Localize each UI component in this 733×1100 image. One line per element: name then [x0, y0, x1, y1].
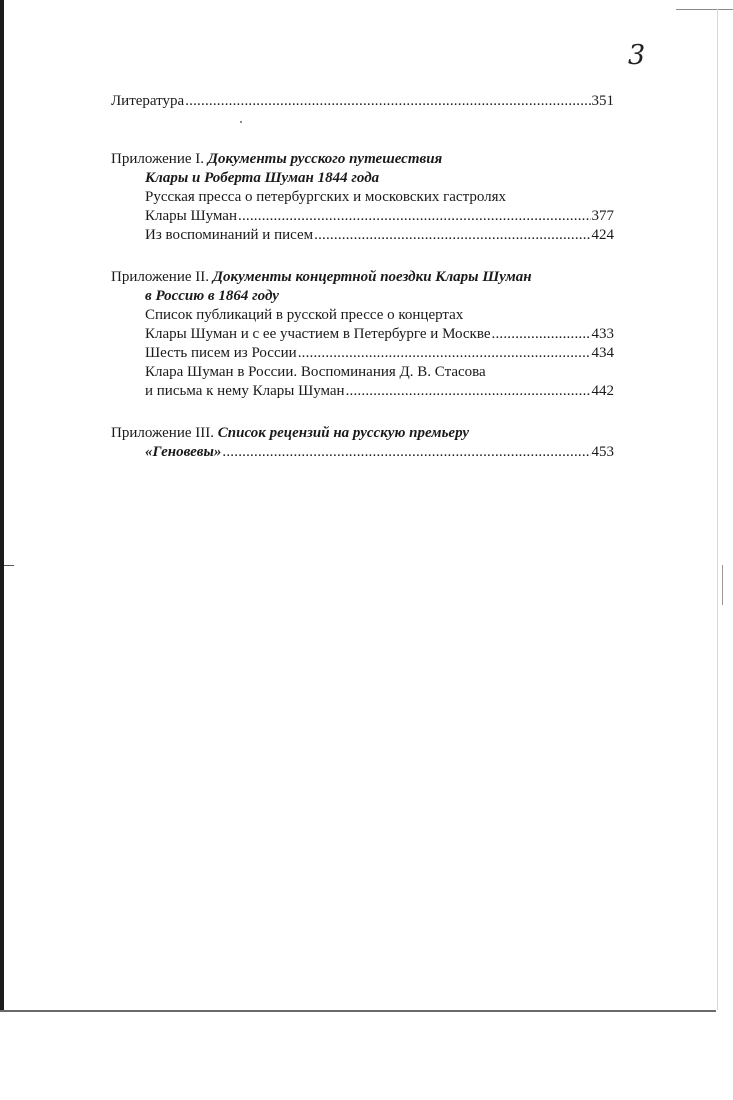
- toc-entry-label: Литература: [111, 93, 185, 109]
- scan-right-edge: [717, 9, 718, 1010]
- appendix-title-continued: Клары и Роберта Шуман 1844 года: [145, 170, 380, 186]
- dot-leader: [298, 344, 591, 363]
- appendix-prefix: Приложение III.: [111, 425, 218, 441]
- toc-literature: [111, 92, 614, 111]
- scan-speck: [240, 121, 242, 123]
- toc-appendix-3: [111, 424, 614, 462]
- toc-entry: [111, 92, 614, 111]
- appendix-title-continued: «Геновевы»: [145, 444, 222, 460]
- appendix-heading: [111, 424, 614, 443]
- scan-left-edge: [0, 0, 4, 1012]
- toc-entry-label: и письма к нему Клары Шуман: [145, 383, 345, 399]
- appendix-title-continued: в Россию в 1864 году: [145, 288, 279, 304]
- toc-page-number: 434: [591, 345, 614, 361]
- toc-page-number: 433: [591, 326, 614, 342]
- toc-entry-label: Клара Шуман в России. Воспоминания Д. В. Стасова: [145, 364, 486, 380]
- toc-page-number: 351: [591, 93, 614, 109]
- toc-entry: [111, 382, 614, 401]
- toc-page-number: 453: [591, 444, 614, 460]
- dot-leader: [314, 226, 590, 245]
- appendix-heading: [111, 150, 614, 169]
- toc-entry-label: Клары Шуман: [145, 208, 237, 224]
- dot-leader: [222, 443, 590, 462]
- toc-entry-label: Клары Шуман и с ее участием в Петербурге и Москве: [145, 326, 491, 342]
- appendix-prefix: Приложение I.: [111, 151, 208, 167]
- toc-page-number: 442: [591, 383, 614, 399]
- appendix-heading: [111, 268, 614, 287]
- toc-page-number: 424: [591, 227, 614, 243]
- toc-entry-label: Список публикаций в русской прессе о концертах: [145, 307, 464, 323]
- toc-entry: [111, 344, 614, 363]
- toc-appendix-2: [111, 268, 614, 401]
- appendix-prefix: Приложение II.: [111, 269, 213, 285]
- scan-top-right-edge: [676, 9, 733, 10]
- toc-entry-label: Из воспоминаний и писем: [145, 227, 314, 243]
- scan-left-mark: [4, 565, 14, 566]
- scan-bottom-edge: [0, 1010, 716, 1012]
- toc-entry-label: Русская пресса о петербургских и московских гастролях: [145, 189, 507, 205]
- dot-leader: [346, 382, 591, 401]
- toc-entry: [111, 443, 614, 462]
- appendix-title: Документы концертной поездки Клары Шуман: [212, 269, 532, 285]
- toc-page-number: 377: [591, 208, 614, 224]
- dot-leader: [238, 207, 591, 226]
- toc-entry: [111, 226, 614, 245]
- toc-entry: [111, 207, 614, 226]
- dot-leader: [185, 92, 590, 111]
- page-number: 3: [628, 40, 646, 71]
- toc-appendix-1: [111, 150, 614, 245]
- toc-entry: [111, 325, 614, 344]
- scan-right-mark: [722, 565, 723, 605]
- dot-leader: [492, 325, 591, 344]
- appendix-title: Документы русского путешествия: [207, 151, 443, 167]
- toc-entry-label: Шесть писем из России: [145, 345, 297, 361]
- appendix-title: Список рецензий на русскую премьеру: [217, 425, 470, 441]
